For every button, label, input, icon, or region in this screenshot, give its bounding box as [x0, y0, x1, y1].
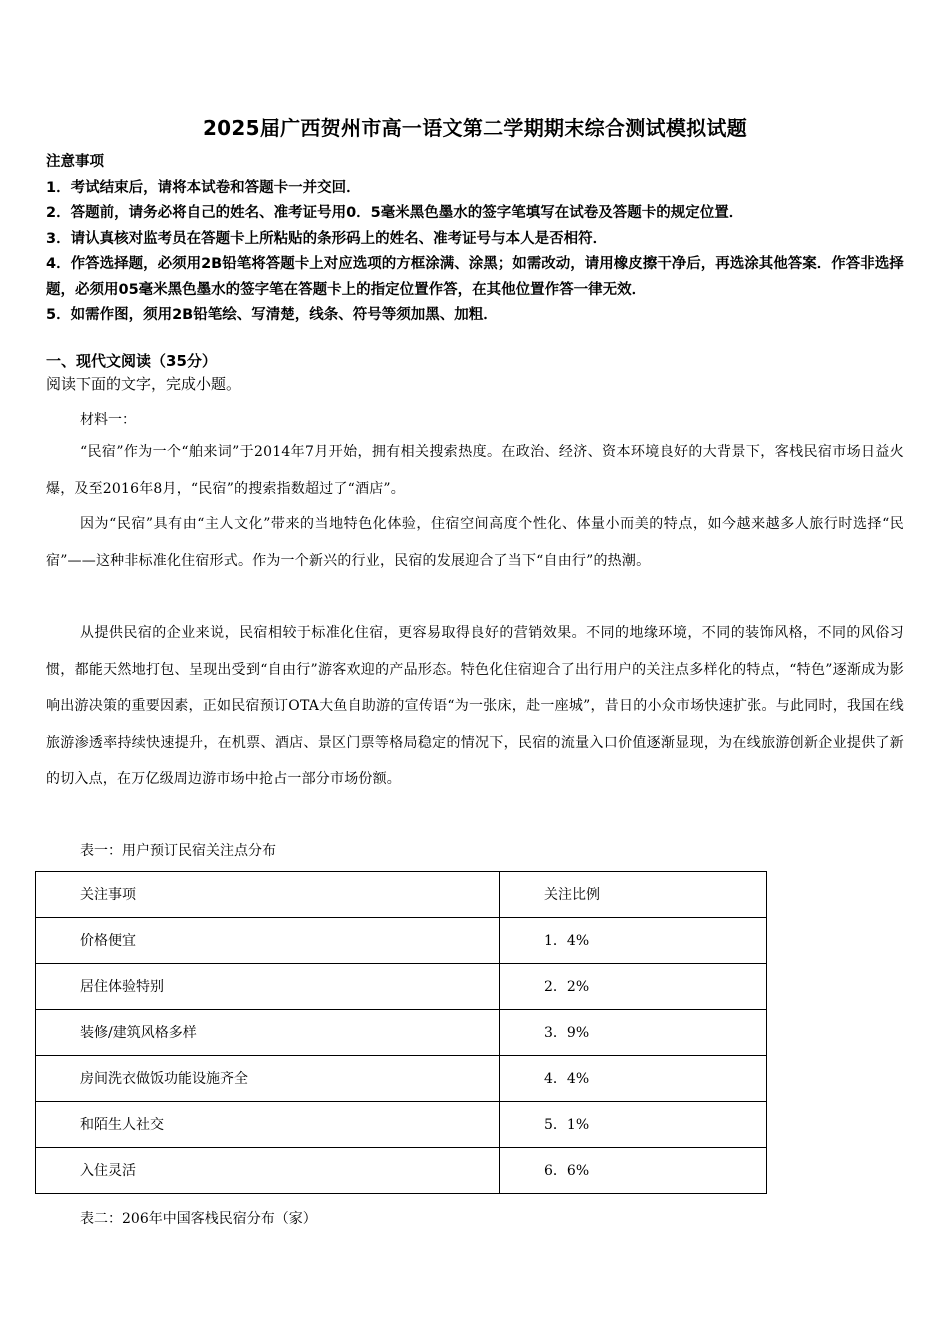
- table-cell: 4．4%: [500, 1056, 767, 1102]
- table-row: [36, 1056, 767, 1102]
- table-row: [36, 918, 767, 964]
- section-heading: 一、现代文阅读（35分）: [46, 352, 217, 370]
- table-header-cell: 关注比例: [500, 872, 767, 918]
- table-row: [36, 964, 767, 1010]
- notice-item: 4．作答选择题，必须用2B铅笔将答题卡上对应选项的方框涂满、涂黑；如需改动，请用橡皮擦干净后，再选涂其他答案．作答非选择题，必须用05毫米黑色墨水的签字笔在答题卡上的指定位置作答，在其他位置作答一律无效．: [46, 256, 904, 298]
- table-cell: 3．9%: [500, 1010, 767, 1056]
- notice-item: 5．如需作图，须用2B铅笔绘、写清楚，线条、符号等须加黑、加粗．: [46, 307, 498, 323]
- notice-item: 3．请认真核对监考员在答题卡上所粘贴的条形码上的姓名、准考证号与本人是否相符．: [46, 230, 608, 247]
- table-cell: 1．4%: [500, 918, 767, 964]
- material-label: 材料一：: [80, 412, 136, 428]
- paragraph: “民宿”作为一个“舶来词”于2014年7月开始，拥有相关搜索热度。在政治、经济、资本环境良好的大背景下，客栈民宿市场日益火爆，及至2016年8月，“民宿”的搜索指数超过了“酒店”。: [46, 444, 904, 497]
- paragraph: 从提供民宿的企业来说，民宿相较于标准化住宿，更容易取得良好的营销效果。不同的地缘环境，不同的装饰风格，不同的风俗习惯，都能天然地打包、呈现出受到“自由行”游客欢迎的产品形态。特色化住宿迎合了出行用户的关注点多样化的特点，“特色”逐渐成为影响出游决策的重要因素，正如民宿预订OTA大鱼自助游的宣传语“为一张床，赴一座城”，昔日的小众市场快速扩张。与此同时，我国在线旅游渗透率持续快速提升，在机票、酒店、景区门票等格局稳定的情况下，民宿的流量入口价值逐渐显现，为在线旅游创新企业提供了新的切入点，在万亿级周边游市场中抢占一部分市场份额。: [46, 625, 904, 787]
- table2-caption: 表二：206年中国客栈民宿分布（家）: [80, 1211, 317, 1227]
- table-cell: 5．1%: [500, 1102, 767, 1148]
- table-cell: 装修/建筑风格多样: [36, 1010, 500, 1056]
- notice-heading: 注意事项: [46, 154, 104, 170]
- table-row: [36, 1148, 767, 1194]
- table1-caption: 表一：用户预订民宿关注点分布: [80, 843, 276, 859]
- table-row: [36, 1102, 767, 1148]
- table-cell: 6．6%: [500, 1148, 767, 1194]
- notice-item: 2．答题前，请务必将自己的姓名、准考证号用0．5毫米黑色墨水的签字笔填写在试卷及答题卡的规定位置．: [46, 205, 744, 221]
- table-cell: 入住灵活: [36, 1148, 500, 1194]
- page-title: 2025届广西贺州市高一语文第二学期期末综合测试模拟试题: [202, 116, 748, 140]
- table-cell: 居住体验特别: [36, 964, 500, 1010]
- table-cell: 2．2%: [500, 964, 767, 1010]
- table-header-row: [36, 872, 767, 918]
- table-row: [36, 1010, 767, 1056]
- table-cell: 房间洗衣做饭功能设施齐全: [36, 1056, 500, 1102]
- focus-distribution-table: [35, 871, 767, 1194]
- table-cell: 价格便宜: [36, 918, 500, 964]
- notice-item: 1．考试结束后，请将本试卷和答题卡一并交回．: [46, 179, 361, 196]
- reading-instruction: 阅读下面的文字，完成小题。: [46, 375, 242, 393]
- table-header-cell: 关注事项: [36, 872, 500, 918]
- table-cell: 和陌生人社交: [36, 1102, 500, 1148]
- paragraph: 因为“民宿”具有由“主人文化”带来的当地特色化体验，住宿空间高度个性化、体量小而美的特点，如今越来越多人旅行时选择“民宿”——这种非标准化住宿形式。作为一个新兴的行业，民宿的发展迎合了当下“自由行”的热潮。: [46, 516, 904, 569]
- notice-block: [46, 150, 906, 329]
